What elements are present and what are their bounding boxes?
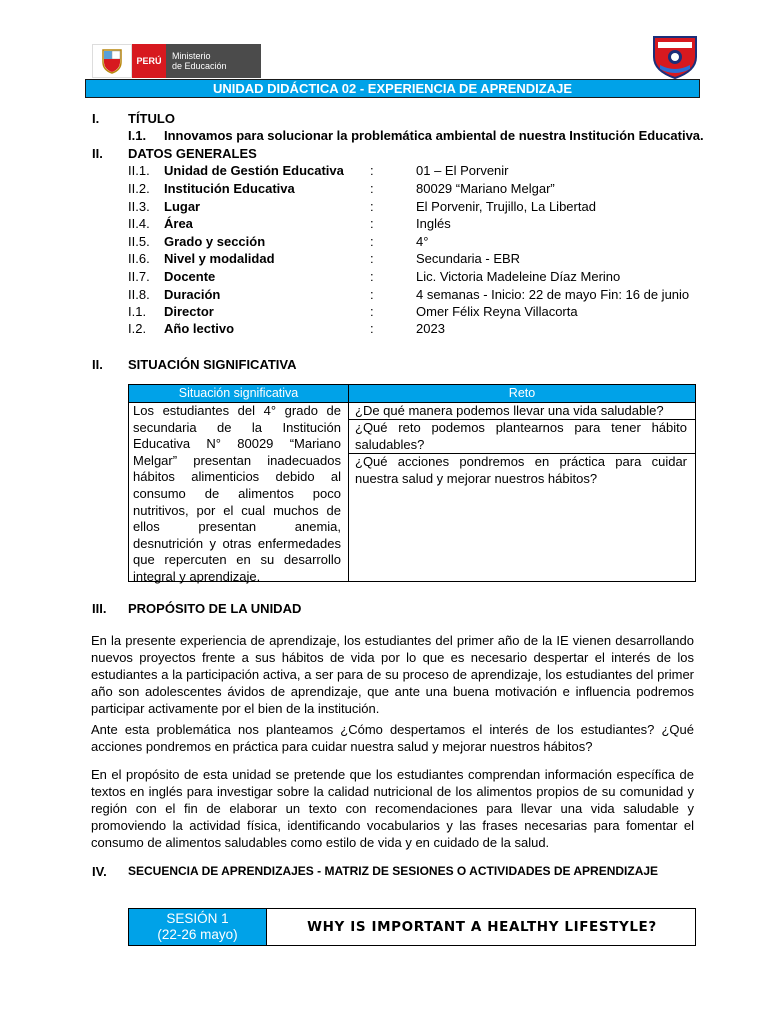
data-row-label: Lugar (164, 199, 201, 214)
section-heading: SECUENCIA DE APRENDIZAJES - MATRIZ DE SESIONES O ACTIVIDADES DE APRENDIZAJE (128, 864, 659, 878)
school-crest-icon (650, 33, 700, 79)
data-row-colon: : (370, 234, 374, 249)
section-heading: PROPÓSITO DE LA UNIDAD (128, 601, 302, 616)
data-row-value: Inglés (416, 216, 451, 231)
session-title: WHY IS IMPORTANT A HEALTHY LIFESTYLE? (307, 919, 657, 935)
data-row-number: I.2. (128, 321, 147, 336)
data-row-label: Grado y sección (164, 234, 266, 249)
minedu-logo (92, 44, 261, 78)
unit-title-bar: UNIDAD DIDÁCTICA 02 - EXPERIENCIA DE APRENDIZAJE (85, 79, 700, 98)
section-number: II. (92, 357, 103, 372)
data-row-value: Lic. Victoria Madeleine Díaz Merino (416, 269, 621, 284)
data-row-label: Institución Educativa (164, 181, 295, 196)
data-row-colon: : (370, 181, 374, 196)
data-row-value: 80029 “Mariano Melgar” (416, 181, 555, 196)
section-number: IV. (92, 864, 107, 879)
data-row-colon: : (370, 216, 374, 231)
data-row-colon: : (370, 251, 374, 266)
data-row-number: II.1. (128, 163, 150, 178)
unit-title-text: Innovamos para solucionar la problemática ambiental de nuestra Institución Educativa. (164, 128, 704, 143)
data-row-number: II.3. (128, 199, 150, 214)
table-header-reto: Reto (349, 385, 695, 402)
data-row-number: II.2. (128, 181, 150, 196)
data-row-number: II.6. (128, 251, 150, 266)
data-row-value: Omer Félix Reyna Villacorta (416, 304, 578, 319)
session-label (129, 909, 267, 945)
data-row-value: Secundaria - EBR (416, 251, 521, 266)
table-header-situation: Situación significativa (129, 385, 349, 402)
data-row-number: II.5. (128, 234, 150, 249)
section-heading: SITUACIÓN SIGNIFICATIVA (128, 357, 297, 372)
data-row-label: Nivel y modalidad (164, 251, 275, 266)
peru-coat-of-arms-icon (92, 44, 132, 78)
data-row-colon: : (370, 199, 374, 214)
data-row-value: 4° (416, 234, 429, 249)
data-row-colon: : (370, 163, 374, 178)
reto-item: ¿De qué manera podemos llevar una vida saludable? (355, 403, 664, 418)
data-row-number: II.4. (128, 216, 150, 231)
data-row-label: Duración (164, 287, 221, 302)
ministerio-line-2: de Educación (172, 61, 227, 71)
peru-label: PERÚ (132, 44, 166, 78)
data-row-value: 4 semanas - Inicio: 22 de mayo Fin: 16 de junio (416, 287, 690, 302)
ministerio-line-1: Ministerio (172, 51, 211, 61)
session-box (128, 908, 696, 946)
data-row-colon: : (370, 304, 374, 319)
situation-text: Los estudiantes del 4° grado de secundaria de la Institución Educativa N° 80029 “Mariano Melgar” presentan inadecuados hábitos alimenticios debido al consumo de alimentos poco nutritivos, por el cual muchos de ellos presentan anemia, desnutrición y otras enfermedades que repercuten en su desarrollo integral y aprendizaje. (133, 403, 341, 584)
data-row-number: I.1. (128, 304, 147, 319)
data-row-colon: : (370, 269, 374, 284)
data-row-label: Unidad de Gestión Educativa (164, 163, 344, 178)
data-row-number: II.8. (128, 287, 150, 302)
data-row-label: Año lectivo (164, 321, 235, 336)
reto-item: ¿Qué reto podemos plantearnos para tener hábito saludables? (355, 420, 687, 452)
situation-table (128, 384, 696, 582)
data-row-colon: : (370, 321, 374, 336)
table-divider (348, 385, 349, 581)
purpose-paragraph: En la presente experiencia de aprendizaje, los estudiantes del primer año de la IE vienen desarrollando nuevos proyectos frente a sus hábitos de vida por lo que es necesario despertar el interés de los estudiantes a la participación activa, a ser para de su proceso de aprendizaje, los estudiantes del primer año son adolescentes ávidos de aprendizaje, que ante una buena motivación e influencia podremos participar activamente por el bien de la institución. (91, 633, 694, 716)
data-row-label: Docente (164, 269, 216, 284)
section-heading: TÍTULO (128, 111, 175, 126)
purpose-paragraph: Ante esta problemática nos planteamos ¿Cómo despertamos el interés de los estudiantes? ¿Qué acciones pondremos en práctica para cuidar nuestra salud y mejorar nuestros hábitos? (91, 722, 694, 754)
section-number: III. (92, 601, 107, 616)
data-row-label: Director (164, 304, 214, 319)
data-row-colon: : (370, 287, 374, 302)
reto-item: ¿Qué acciones pondremos en práctica para cuidar nuestra salud y mejorar nuestros hábitos? (355, 454, 687, 486)
session-number: SESIÓN 1 (166, 911, 229, 926)
data-row-label: Área (164, 216, 193, 231)
purpose-paragraph: En el propósito de esta unidad se pretende que los estudiantes comprendan información específica de textos en inglés para investigar sobre la calidad nutricional de los alimentos propios de su comunidad y región con el fin de elaborar un texto con recomendaciones para llevar una vida saludable y promoviendo la actividad física, identificando vocabularios y las frases necesarias para fomentar el consumo de alimentos saludables como estilo de vida y en cuidado de la salud. (91, 767, 694, 850)
subsection-number: I.1. (128, 128, 147, 143)
section-number: I. (92, 111, 100, 126)
session-dates: (22-26 mayo) (157, 927, 238, 942)
ministerio-label (166, 44, 261, 78)
data-row-value: El Porvenir, Trujillo, La Libertad (416, 199, 596, 214)
section-heading: DATOS GENERALES (128, 146, 257, 161)
section-number: II. (92, 146, 103, 161)
data-row-number: II.7. (128, 269, 150, 284)
data-row-value: 2023 (416, 321, 445, 336)
data-row-value: 01 – El Porvenir (416, 163, 509, 178)
